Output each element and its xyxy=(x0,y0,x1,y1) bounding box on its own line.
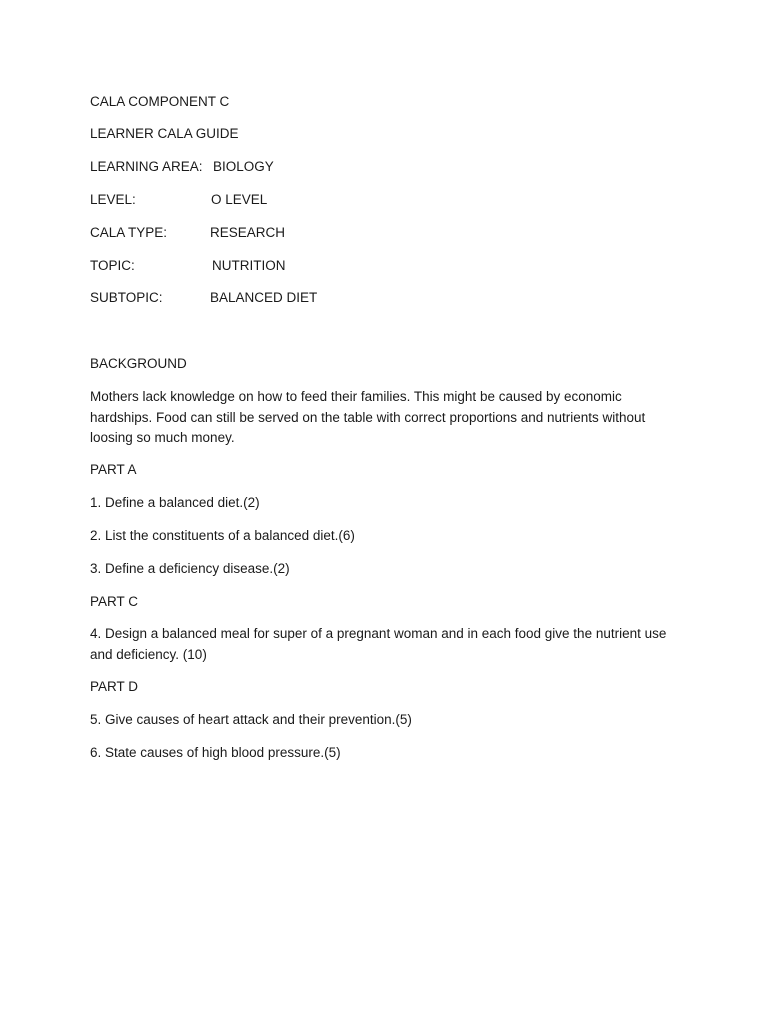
subtopic-label: SUBTOPIC: xyxy=(90,290,163,305)
doc-title: CALA COMPONENT C xyxy=(90,94,230,109)
question-6: 6. State causes of high blood pressure.(5) xyxy=(90,745,341,760)
question-5: 5. Give causes of heart attack and their prevention.(5) xyxy=(90,712,412,727)
part-a-heading: PART A xyxy=(90,462,137,477)
question-3: 3. Define a deficiency disease.(2) xyxy=(90,561,290,576)
part-c-heading: PART C xyxy=(90,594,139,609)
question-4: 4. Design a balanced meal for super of a pregnant woman and in each food give the nutrient use and deficiency. (10) xyxy=(90,626,682,662)
part-d-heading: PART D xyxy=(90,679,139,694)
background-heading: BACKGROUND xyxy=(90,356,187,371)
learning-area-label: LEARNING AREA: xyxy=(90,159,203,174)
background-paragraph: Mothers lack knowledge on how to feed their families. This might be caused by economic hardships. Food can still be served on the table with correct proportions and nutrients without loosing so much money. xyxy=(90,389,646,445)
question-1: 1. Define a balanced diet.(2) xyxy=(90,495,260,510)
topic-label: TOPIC: xyxy=(90,258,135,273)
doc-subtitle: LEARNER CALA GUIDE xyxy=(90,126,239,141)
topic-value: NUTRITION xyxy=(212,258,286,273)
learning-area-value: BIOLOGY xyxy=(213,159,274,174)
subtopic-value: BALANCED DIET xyxy=(210,290,318,305)
level-value: O LEVEL xyxy=(211,192,268,207)
level-label: LEVEL: xyxy=(90,192,136,207)
cala-type-value: RESEARCH xyxy=(210,225,286,240)
cala-type-label: CALA TYPE: xyxy=(90,225,168,240)
question-2: 2. List the constituents of a balanced diet.(6) xyxy=(90,528,355,543)
